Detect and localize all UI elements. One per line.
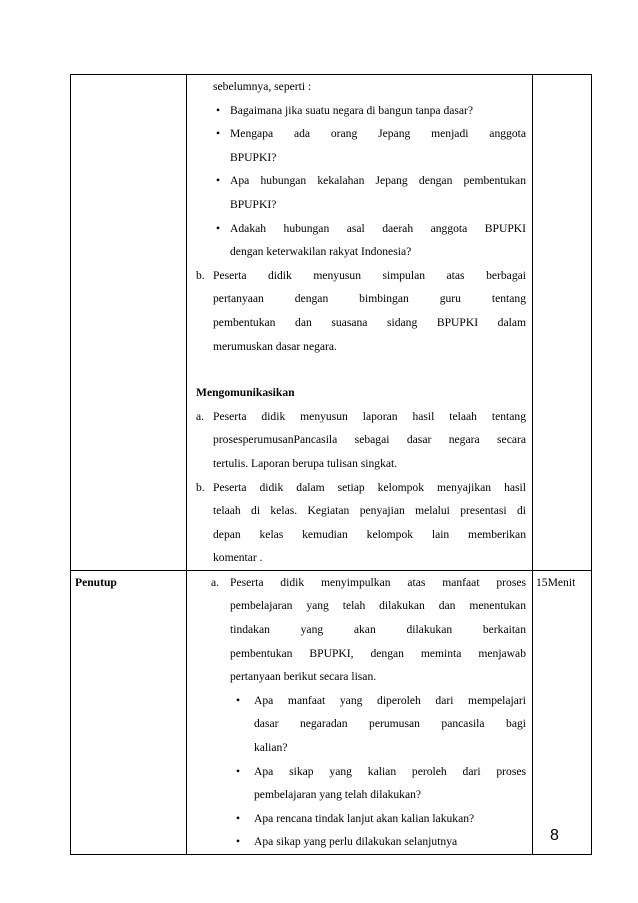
bullet-icon: • (236, 764, 241, 778)
list-item: • Bagaimana jika suatu negara di bangun tanpa dasar? (196, 99, 526, 123)
activity-cell (187, 570, 533, 854)
intro-text: sebelumnya, seperti : (213, 80, 312, 93)
list-item: a. Peserta didik menyimpulkan atas manfaat proses pembelajaran yang telah dilakukan dan menentukan tindakan yang akan dilakukan berkaitan pembentukan BPUPKI, dengan meminta menjawab pertanyaan berikut secara lisan. (211, 575, 526, 684)
bullet-icon: • (236, 811, 241, 825)
list-item: a. Peserta didik menyusun laporan hasil telaah tentang prosesperumusanPancasila sebagai dasar negara secara tertulis. Laporan berupa tulisan singkat. (196, 409, 526, 470)
bullet-icon: • (236, 693, 241, 707)
list-item: • Mengapa ada orang Jepang menjadi anggota BPUPKI? (196, 122, 526, 169)
bullet-icon: • (216, 103, 221, 117)
table-row (71, 75, 592, 571)
list-item: b. Peserta didik dalam setiap kelompok menyajikan hasil telaah di kelas. Kegiatan penyajian melalui presentasi di depan kelas kemudian kelompok lain memberikan komentar . (196, 480, 526, 565)
list-item: • Apa sikap yang perlu dilakukan selanjutnya (196, 830, 526, 854)
section-heading: Mengomunikasikan (196, 386, 295, 400)
question-list (196, 689, 526, 854)
page-number: 8 (550, 827, 559, 844)
bullet-icon: • (216, 174, 221, 188)
bullet-icon: • (216, 221, 221, 235)
activity-cell (187, 75, 533, 571)
bullet-icon: • (216, 127, 221, 141)
time-label: 15Menit (533, 570, 592, 854)
table-row (71, 570, 592, 854)
list-item: • Apa manfaat yang diperoleh dari mempelajari dasar negaradan perumusan pancasila bagi kalian? (196, 689, 526, 760)
list-item: • Adakah hubungan asal daerah anggota BPUPKI dengan keterwakilan rakyat Indonesia? (196, 217, 526, 264)
list-item: b. Peserta didik menyusun simpulan atas berbagai pertanyaan dengan bimbingan guru tentang pembentukan dan suasana sidang BPUPKI dalam merumuskan dasar negara. (196, 268, 526, 353)
question-list (196, 99, 526, 264)
lesson-plan-table (70, 74, 592, 855)
list-item: • Apa rencana tindak lanjut akan kalian lakukan? (196, 807, 526, 831)
bullet-icon: • (236, 835, 241, 849)
list-item: • Apa hubungan kekalahan Jepang dengan pembentukan BPUPKI? (196, 169, 526, 216)
list-item: • Apa sikap yang kalian peroleh dari proses pembelajaran yang telah dilakukan? (196, 760, 526, 807)
stage-label: Penutup (71, 570, 187, 854)
stage-cell (71, 75, 187, 571)
time-cell (533, 75, 592, 571)
